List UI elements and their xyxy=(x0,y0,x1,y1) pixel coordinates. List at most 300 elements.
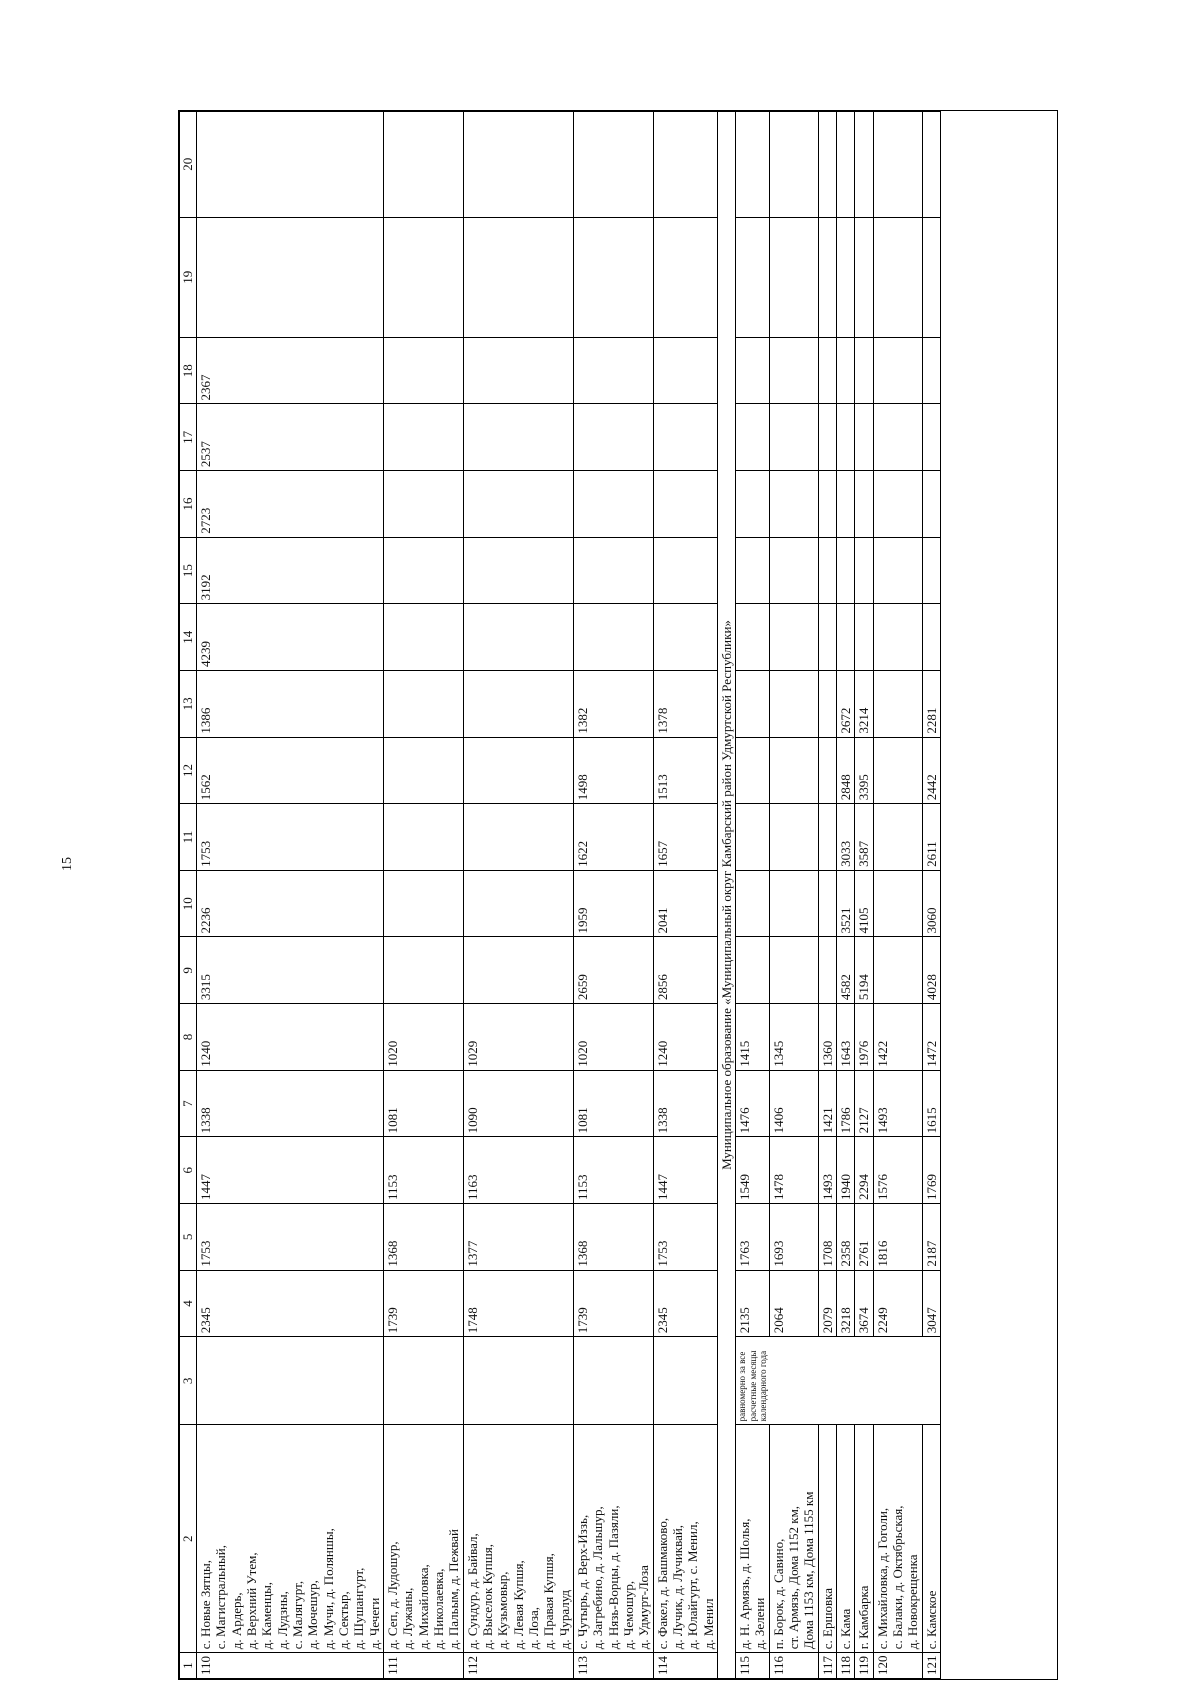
value-cell xyxy=(653,337,717,404)
column-3-empty xyxy=(197,1337,384,1425)
value-cell xyxy=(818,471,836,538)
row-id: 113 xyxy=(573,1653,653,1679)
settlement-name: д. Чечеги xyxy=(366,1597,382,1650)
settlement-name: с. Балаки, д. Октябрьская, xyxy=(890,1505,906,1650)
value-cell xyxy=(818,870,836,937)
row-id: 116 xyxy=(769,1653,818,1679)
table-row xyxy=(922,112,940,1679)
value-cell xyxy=(922,471,940,538)
value-cell: 1786 xyxy=(837,1070,855,1137)
value-cell xyxy=(463,337,573,404)
value-cell xyxy=(873,937,922,1004)
value-cell xyxy=(873,337,922,404)
value-cell: 1240 xyxy=(197,1004,384,1071)
column-3-empty xyxy=(653,1337,717,1425)
value-cell xyxy=(818,112,836,218)
value-cell: 1081 xyxy=(573,1070,653,1137)
value-cell: 3674 xyxy=(855,1270,873,1337)
column-number: 10 xyxy=(180,870,197,937)
value-cell xyxy=(653,112,717,218)
value-cell xyxy=(736,337,770,404)
value-cell: 3192 xyxy=(197,537,384,604)
settlement-name: д. Ардерь, xyxy=(228,1592,244,1650)
value-cell: 2281 xyxy=(922,671,940,738)
value-cell xyxy=(463,404,573,471)
value-cell: 1940 xyxy=(837,1137,855,1204)
value-cell xyxy=(653,404,717,471)
value-cell: 1447 xyxy=(197,1137,384,1204)
value-cell xyxy=(463,112,573,218)
column-number: 18 xyxy=(180,337,197,404)
value-cell: 2659 xyxy=(573,937,653,1004)
value-cell: 1657 xyxy=(653,804,717,871)
table-row xyxy=(197,112,384,1679)
settlement-names xyxy=(383,1425,463,1653)
value-cell: 1090 xyxy=(463,1070,573,1137)
value-cell: 1472 xyxy=(922,1004,940,1071)
value-cell: 1377 xyxy=(463,1204,573,1271)
row-id: 121 xyxy=(922,1653,940,1679)
value-cell xyxy=(837,217,855,337)
value-cell xyxy=(873,404,922,471)
value-cell xyxy=(463,217,573,337)
settlement-name: д. Сеп, д. Лудошур, xyxy=(384,1541,400,1650)
value-cell xyxy=(736,404,770,471)
table-row xyxy=(573,112,653,1679)
value-cell: 3060 xyxy=(922,870,940,937)
value-cell xyxy=(818,671,836,738)
column-number: 17 xyxy=(180,404,197,471)
value-cell: 4028 xyxy=(922,937,940,1004)
value-cell: 4582 xyxy=(837,937,855,1004)
column-number: 1 xyxy=(180,1653,197,1679)
value-cell: 1615 xyxy=(922,1070,940,1137)
value-cell: 1498 xyxy=(573,737,653,804)
value-cell xyxy=(837,471,855,538)
table-row xyxy=(653,112,717,1679)
value-cell: 1753 xyxy=(653,1204,717,1271)
settlement-name: Дома 1153 км, Дома 1155 км xyxy=(801,1491,817,1650)
value-cell: 2064 xyxy=(769,1270,818,1337)
settlement-name: ст. Армязь, Дома 1152 км, xyxy=(786,1505,802,1650)
table-row xyxy=(818,112,836,1679)
settlement-name: с. Михайловка, д. Гоголи, xyxy=(874,1507,890,1650)
settlement-name: д. Юлайгурт, с. Менил, xyxy=(685,1521,701,1650)
table-row xyxy=(769,112,818,1679)
column-number: 2 xyxy=(180,1425,197,1653)
settlement-name: д. Пальым, д. Пежвай xyxy=(446,1529,462,1650)
value-cell xyxy=(837,337,855,404)
page-number: 15 xyxy=(60,857,75,871)
value-cell: 1576 xyxy=(873,1137,922,1204)
value-cell: 3315 xyxy=(197,937,384,1004)
value-cell: 1693 xyxy=(769,1204,818,1271)
value-cell xyxy=(769,337,818,404)
table-row xyxy=(463,112,573,1679)
settlement-name: д. Чуралуд xyxy=(556,1589,572,1650)
value-cell: 3395 xyxy=(855,737,873,804)
value-cell: 1153 xyxy=(573,1137,653,1204)
value-cell xyxy=(463,471,573,538)
value-cell xyxy=(197,112,384,218)
value-cell xyxy=(463,870,573,937)
column-3-empty xyxy=(463,1337,573,1425)
row-id: 115 xyxy=(736,1653,770,1679)
value-cell xyxy=(922,217,940,337)
value-cell xyxy=(873,671,922,738)
section-title: Муниципальное образование «Муниципальный округ Камбарский район Удмуртской Республики» xyxy=(717,112,735,1679)
settlement-name: д. Верхний Утем, xyxy=(243,1552,259,1650)
row-id: 114 xyxy=(653,1653,717,1679)
settlement-name: с. Кама xyxy=(838,1608,854,1650)
value-cell: 2723 xyxy=(197,471,384,538)
value-cell: 1338 xyxy=(197,1070,384,1137)
column-3-note xyxy=(736,1337,941,1425)
settlement-name: д. Николаевка, xyxy=(430,1568,446,1650)
value-cell: 1476 xyxy=(736,1070,770,1137)
column-number: 11 xyxy=(180,804,197,871)
value-cell: 4239 xyxy=(197,604,384,671)
value-cell: 1386 xyxy=(197,671,384,738)
value-cell: 3033 xyxy=(837,804,855,871)
value-cell xyxy=(818,804,836,871)
value-cell xyxy=(383,537,463,604)
value-cell: 1338 xyxy=(653,1070,717,1137)
value-cell: 1406 xyxy=(769,1070,818,1137)
row-id: 117 xyxy=(818,1653,836,1679)
column-number: 13 xyxy=(180,671,197,738)
value-cell: 2442 xyxy=(922,737,940,804)
value-cell xyxy=(573,337,653,404)
value-cell xyxy=(769,870,818,937)
value-cell xyxy=(736,217,770,337)
settlement-names xyxy=(736,1425,770,1653)
value-cell: 1382 xyxy=(573,671,653,738)
column-number: 4 xyxy=(180,1270,197,1337)
value-cell xyxy=(736,112,770,218)
value-cell xyxy=(769,671,818,738)
settlement-name: д. Новокрещенка xyxy=(905,1554,921,1650)
settlement-names xyxy=(922,1425,940,1653)
value-cell xyxy=(769,471,818,538)
value-cell xyxy=(573,537,653,604)
settlement-name: д. Каменцы, xyxy=(259,1581,275,1650)
settlement-name: д. Н. Армязь, д. Шолья, xyxy=(737,1518,753,1650)
value-cell: 2345 xyxy=(653,1270,717,1337)
column-number: 6 xyxy=(180,1137,197,1204)
value-cell xyxy=(383,804,463,871)
column-3-empty xyxy=(383,1337,463,1425)
value-cell xyxy=(922,337,940,404)
value-cell: 5194 xyxy=(855,937,873,1004)
value-cell: 2761 xyxy=(855,1204,873,1271)
value-cell: 1493 xyxy=(873,1070,922,1137)
settlement-name: д. Чемошур, xyxy=(620,1580,636,1650)
settlement-name: д. Лоза, xyxy=(525,1606,541,1650)
value-cell xyxy=(769,804,818,871)
value-cell xyxy=(818,337,836,404)
value-cell xyxy=(922,404,940,471)
value-cell xyxy=(818,737,836,804)
value-cell xyxy=(463,537,573,604)
value-cell: 3047 xyxy=(922,1270,940,1337)
value-cell: 2236 xyxy=(197,870,384,937)
value-cell: 2127 xyxy=(855,1070,873,1137)
value-cell: 1422 xyxy=(873,1004,922,1071)
value-cell: 1163 xyxy=(463,1137,573,1204)
value-cell: 3214 xyxy=(855,671,873,738)
value-cell xyxy=(383,112,463,218)
value-cell xyxy=(873,870,922,937)
value-cell: 1562 xyxy=(197,737,384,804)
settlement-names xyxy=(873,1425,922,1653)
value-cell xyxy=(573,604,653,671)
value-cell: 1959 xyxy=(573,870,653,937)
value-cell xyxy=(855,112,873,218)
value-cell xyxy=(855,537,873,604)
value-cell: 1549 xyxy=(736,1137,770,1204)
value-cell: 1763 xyxy=(736,1204,770,1271)
settlement-name: д. Правая Купшя, xyxy=(541,1553,557,1650)
settlement-name: п. Борок, д. Савино, xyxy=(770,1538,786,1650)
value-cell: 2537 xyxy=(197,404,384,471)
value-cell: 2135 xyxy=(736,1270,770,1337)
value-cell xyxy=(873,537,922,604)
row-id: 120 xyxy=(873,1653,922,1679)
settlement-names xyxy=(653,1425,717,1653)
value-cell xyxy=(855,217,873,337)
value-cell xyxy=(653,604,717,671)
value-cell: 1739 xyxy=(573,1270,653,1337)
value-cell xyxy=(837,112,855,218)
value-cell xyxy=(769,737,818,804)
value-cell xyxy=(818,604,836,671)
column-3-note-line: равномерно за все xyxy=(737,1351,748,1422)
value-cell xyxy=(736,804,770,871)
table-row xyxy=(855,112,873,1679)
settlement-name: д. Шушангурт, xyxy=(351,1567,367,1650)
value-cell xyxy=(463,804,573,871)
value-cell: 1748 xyxy=(463,1270,573,1337)
value-cell: 2856 xyxy=(653,937,717,1004)
settlement-name: д. Сектыр, xyxy=(335,1591,351,1650)
value-cell xyxy=(837,537,855,604)
settlement-name: д. Сундур, д. Байвал, xyxy=(464,1533,480,1650)
column-number: 7 xyxy=(180,1070,197,1137)
value-cell xyxy=(818,937,836,1004)
value-cell: 1029 xyxy=(463,1004,573,1071)
value-cell xyxy=(873,604,922,671)
value-cell: 3587 xyxy=(855,804,873,871)
settlement-name: д. Мучи, д. Поляншы, xyxy=(320,1528,336,1650)
tariff-table xyxy=(179,111,941,1679)
column-number: 16 xyxy=(180,471,197,538)
value-cell: 1753 xyxy=(197,1204,384,1271)
value-cell xyxy=(873,471,922,538)
value-cell xyxy=(873,217,922,337)
value-cell xyxy=(873,737,922,804)
value-cell xyxy=(818,404,836,471)
row-id: 111 xyxy=(383,1653,463,1679)
settlement-name: с. Факел, д. Башмаково, xyxy=(654,1517,670,1650)
column-number: 12 xyxy=(180,737,197,804)
value-cell xyxy=(769,937,818,1004)
value-cell: 2249 xyxy=(873,1270,922,1337)
settlement-name: д. Удмурт-Лоза xyxy=(636,1565,652,1650)
value-cell xyxy=(573,217,653,337)
value-cell xyxy=(383,471,463,538)
value-cell xyxy=(769,217,818,337)
value-cell xyxy=(383,217,463,337)
value-cell xyxy=(653,217,717,337)
settlement-names xyxy=(837,1425,855,1653)
value-cell xyxy=(653,537,717,604)
value-cell xyxy=(573,404,653,471)
value-cell xyxy=(383,404,463,471)
value-cell xyxy=(463,937,573,1004)
value-cell xyxy=(837,404,855,471)
value-cell xyxy=(383,737,463,804)
row-id: 118 xyxy=(837,1653,855,1679)
value-cell: 2358 xyxy=(837,1204,855,1271)
value-cell: 2041 xyxy=(653,870,717,937)
value-cell: 1020 xyxy=(573,1004,653,1071)
settlement-names xyxy=(463,1425,573,1653)
value-cell: 1447 xyxy=(653,1137,717,1204)
value-cell xyxy=(818,217,836,337)
value-cell: 3218 xyxy=(837,1270,855,1337)
header-row xyxy=(180,112,197,1679)
settlement-names xyxy=(769,1425,818,1653)
column-number: 14 xyxy=(180,604,197,671)
value-cell: 1769 xyxy=(922,1137,940,1204)
column-number: 3 xyxy=(180,1337,197,1425)
column-3-note-line: календарного года xyxy=(758,1350,769,1422)
value-cell xyxy=(818,537,836,604)
value-cell: 1513 xyxy=(653,737,717,804)
settlement-names xyxy=(197,1425,384,1653)
value-cell: 2079 xyxy=(818,1270,836,1337)
value-cell xyxy=(383,671,463,738)
value-cell xyxy=(769,604,818,671)
value-cell: 1708 xyxy=(818,1204,836,1271)
value-cell xyxy=(736,671,770,738)
settlement-name: с. Малягурт, xyxy=(289,1580,305,1650)
column-3-empty xyxy=(573,1337,653,1425)
value-cell: 2294 xyxy=(855,1137,873,1204)
value-cell xyxy=(736,870,770,937)
value-cell: 1421 xyxy=(818,1070,836,1137)
column-number: 20 xyxy=(180,112,197,218)
value-cell xyxy=(736,604,770,671)
settlement-name: с. Чутырь, д. Верх-Иззь, xyxy=(574,1514,590,1650)
column-number: 9 xyxy=(180,937,197,1004)
value-cell: 1240 xyxy=(653,1004,717,1071)
value-cell xyxy=(383,937,463,1004)
settlement-names xyxy=(573,1425,653,1653)
value-cell xyxy=(383,604,463,671)
value-cell xyxy=(197,217,384,337)
settlement-name: с. Магистральный, xyxy=(213,1545,229,1650)
settlement-name: г. Камбарка xyxy=(856,1585,872,1650)
value-cell xyxy=(383,870,463,937)
value-cell: 2345 xyxy=(197,1270,384,1337)
column-number: 8 xyxy=(180,1004,197,1071)
value-cell xyxy=(383,337,463,404)
settlement-names xyxy=(855,1425,873,1653)
rotated-table xyxy=(178,110,1058,1680)
value-cell xyxy=(653,471,717,538)
section-row xyxy=(717,112,735,1679)
value-cell: 1368 xyxy=(573,1204,653,1271)
value-cell xyxy=(463,671,573,738)
value-cell: 2672 xyxy=(837,671,855,738)
value-cell xyxy=(769,537,818,604)
value-cell: 1478 xyxy=(769,1137,818,1204)
column-number: 15 xyxy=(180,537,197,604)
value-cell: 1360 xyxy=(818,1004,836,1071)
value-cell: 2367 xyxy=(197,337,384,404)
settlement-name: с. Новые Зятцы, xyxy=(198,1560,213,1650)
value-cell xyxy=(922,604,940,671)
value-cell xyxy=(573,471,653,538)
settlement-name: д. Нязь-Ворцы, д. Пазяли, xyxy=(605,1505,621,1650)
value-cell xyxy=(736,471,770,538)
value-cell: 3521 xyxy=(837,870,855,937)
value-cell xyxy=(736,737,770,804)
value-cell: 1081 xyxy=(383,1070,463,1137)
value-cell xyxy=(736,537,770,604)
value-cell xyxy=(922,537,940,604)
value-cell: 2187 xyxy=(922,1204,940,1271)
value-cell: 4105 xyxy=(855,870,873,937)
value-cell xyxy=(769,404,818,471)
value-cell xyxy=(463,604,573,671)
settlement-name: д. Лудзны, xyxy=(274,1591,290,1650)
value-cell: 1816 xyxy=(873,1204,922,1271)
row-id: 112 xyxy=(463,1653,573,1679)
value-cell: 1976 xyxy=(855,1004,873,1071)
value-cell: 1622 xyxy=(573,804,653,871)
value-cell xyxy=(837,604,855,671)
settlement-name: д. Михайловка, xyxy=(415,1564,431,1650)
settlement-name: с. Камское xyxy=(923,1590,939,1650)
column-3-note-line: расчетные месяцы xyxy=(747,1350,758,1422)
value-cell xyxy=(873,112,922,218)
value-cell xyxy=(463,737,573,804)
settlement-name: д. Загребино, д. Лальшур, xyxy=(590,1506,606,1650)
settlement-name: с. Ершовка xyxy=(819,1587,835,1650)
value-cell: 1643 xyxy=(837,1004,855,1071)
settlement-name: д. Выселок Купшя, xyxy=(479,1544,495,1650)
value-cell: 1415 xyxy=(736,1004,770,1071)
column-number: 5 xyxy=(180,1204,197,1271)
table-row xyxy=(383,112,463,1679)
value-cell: 1153 xyxy=(383,1137,463,1204)
value-cell: 2848 xyxy=(837,737,855,804)
row-id: 110 xyxy=(197,1653,384,1679)
value-cell xyxy=(855,404,873,471)
settlement-name: д. Менил xyxy=(700,1598,716,1650)
settlement-name: д. Левая Купшя, xyxy=(510,1560,526,1650)
settlement-name: д. Кузьмовыр, xyxy=(495,1571,511,1650)
value-cell: 1493 xyxy=(818,1137,836,1204)
value-cell xyxy=(736,937,770,1004)
value-cell: 1753 xyxy=(197,804,384,871)
settlement-name: д. Лучик, д. Лучиквай, xyxy=(669,1524,685,1650)
settlement-names xyxy=(818,1425,836,1653)
value-cell: 1345 xyxy=(769,1004,818,1071)
